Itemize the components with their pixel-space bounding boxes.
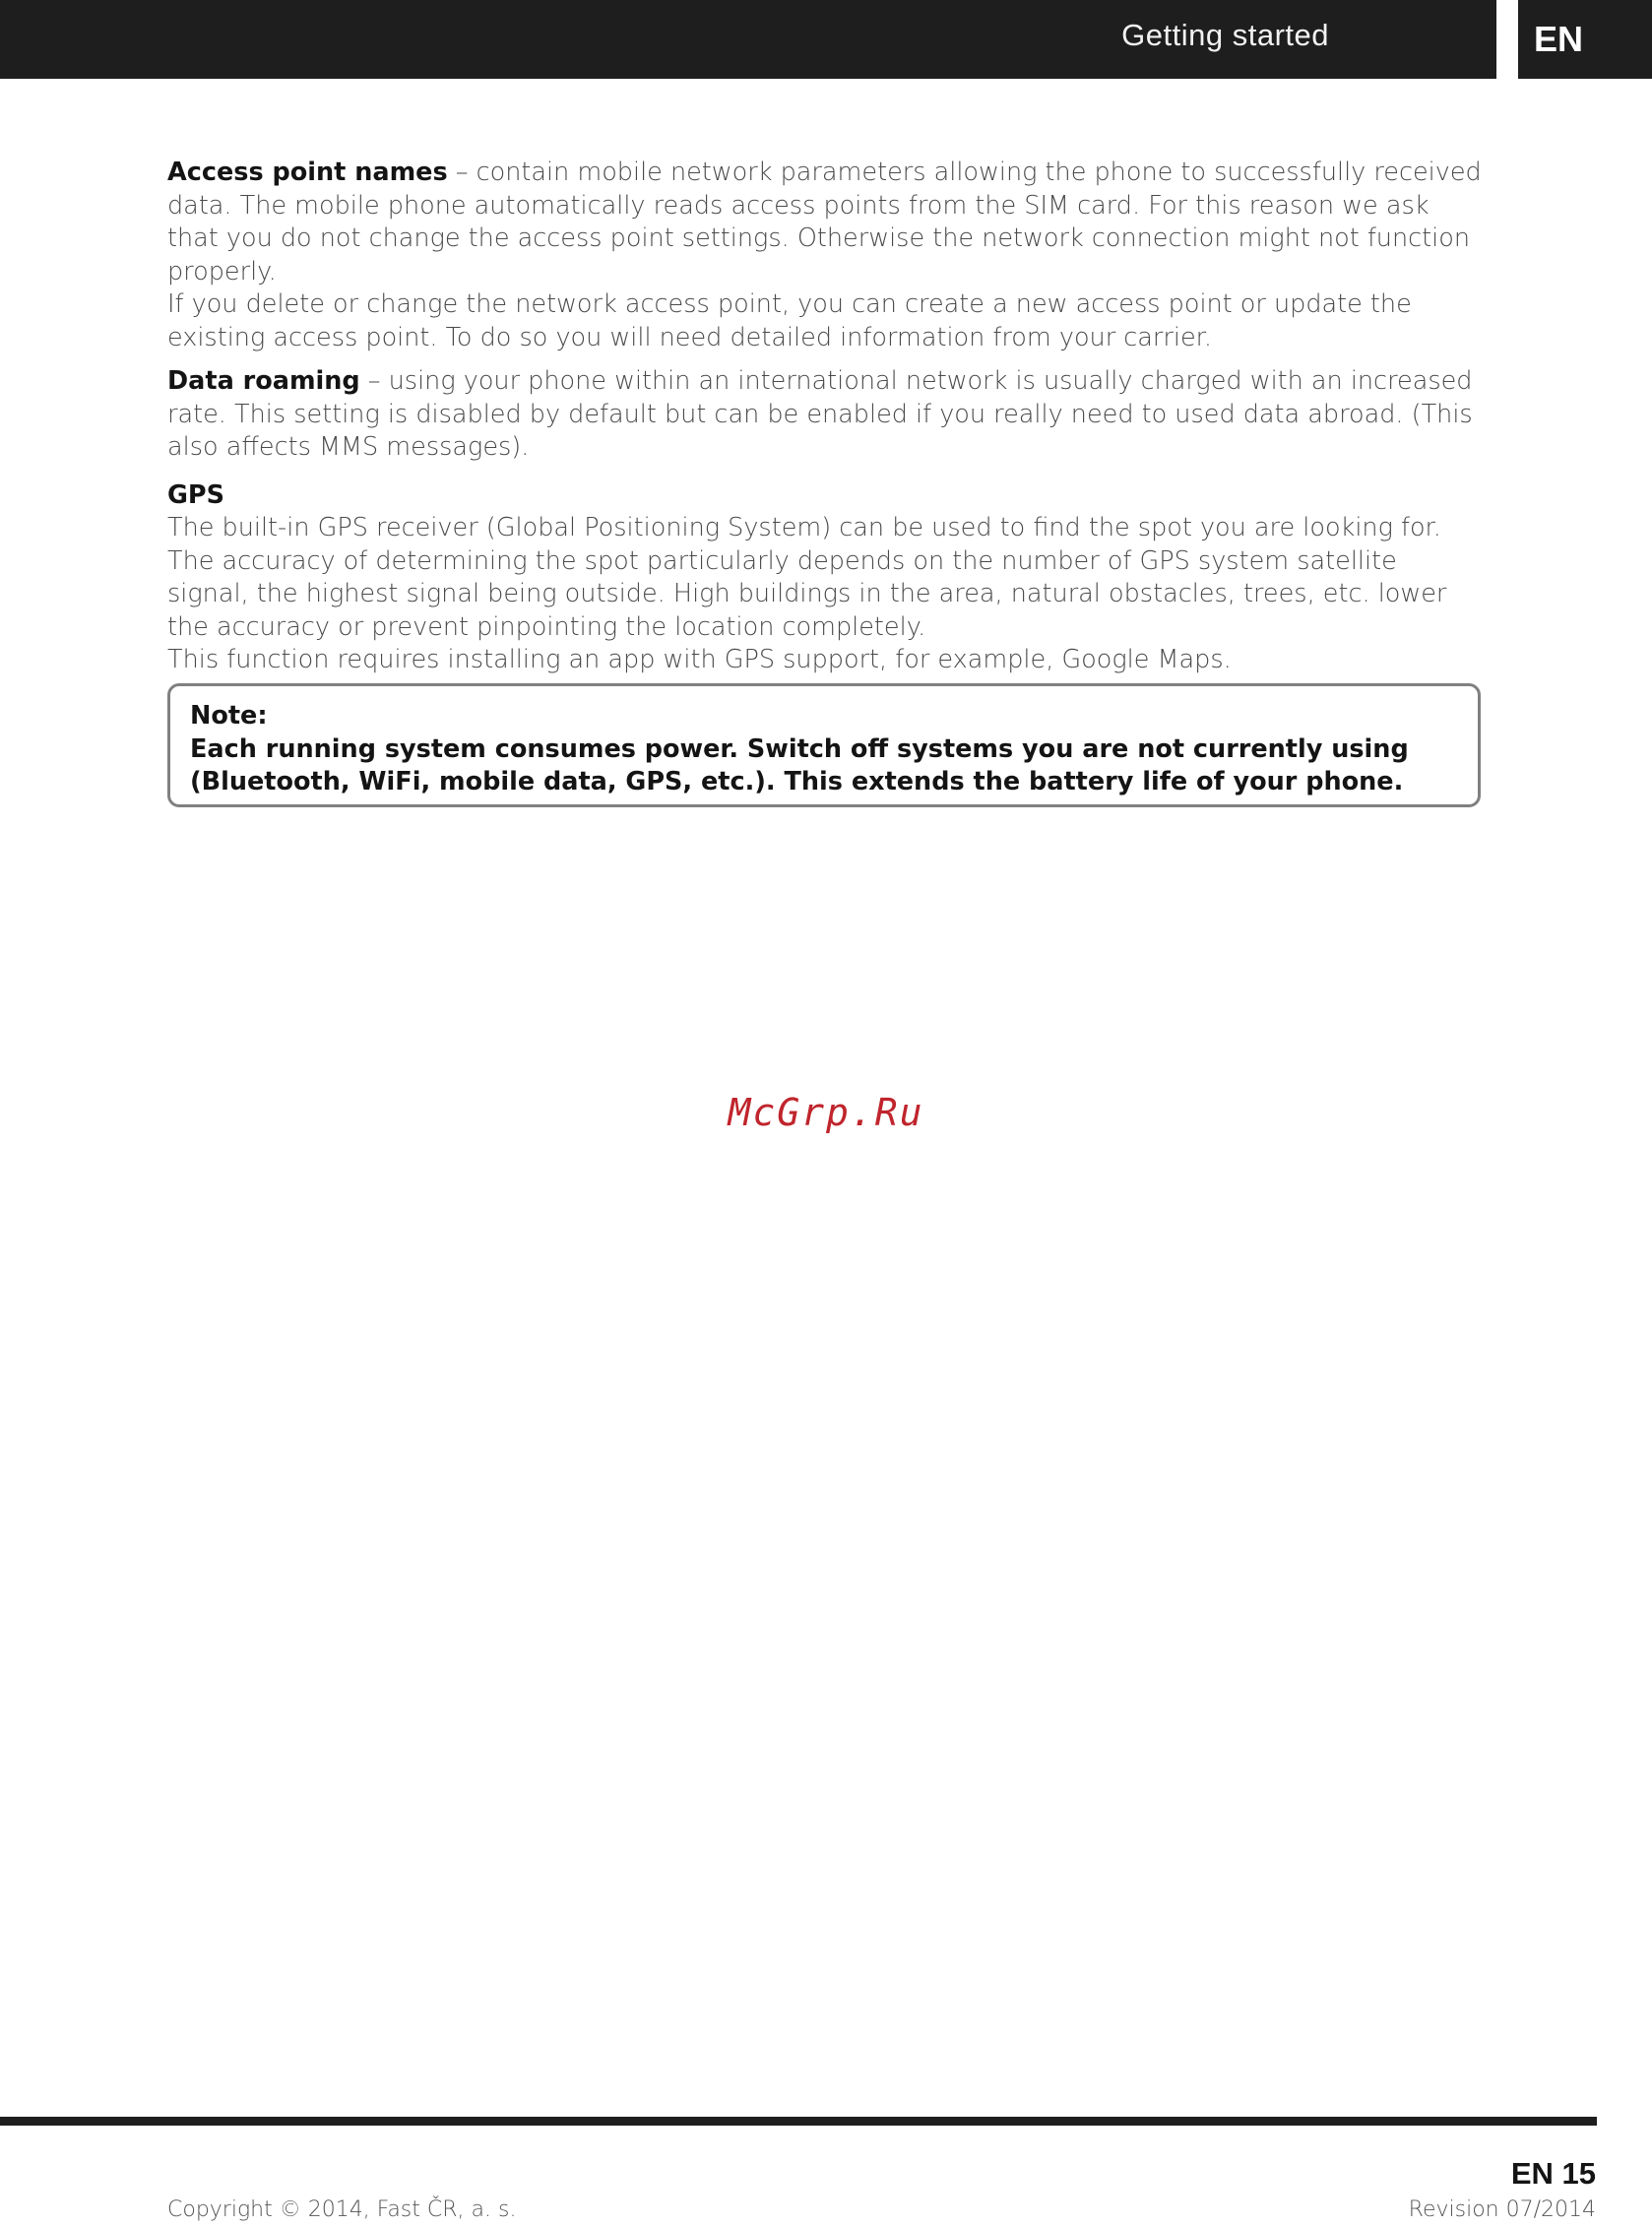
note-title: Note: <box>190 701 268 731</box>
page-number: EN 15 <box>1510 2156 1596 2191</box>
data-roaming-term: Data roaming <box>167 366 360 396</box>
data-roaming-description: – using your phone within an international network is usually charged with an increased rate. This setting is disabled by default but can be enabled if you really need to used data abroad. (This also affects MMS messages). <box>167 366 1473 462</box>
language-badge: EN <box>1518 0 1652 79</box>
data-roaming-paragraph <box>167 365 1485 465</box>
access-point-description: – contain mobile network parameters allowing the phone to successfully received data. The mobile phone automatically reads access points from the SIM card. For this reason we ask that you do not change the access point settings. Otherwise the network connection might not function properly. <box>167 158 1482 286</box>
gps-requirement: This function requires installing an app with GPS support, for example, Google Maps. <box>167 645 1232 674</box>
gps-description: The built-in GPS receiver (Global Positioning System) can be used to find the spot you are looking for. The accuracy of determining the spot particularly depends on the number of GPS system satellite signal, the highest signal being outside. High buildings in the area, natural obstacles, trees, etc. lower the accuracy or prevent pinpointing the location completely. <box>167 513 1447 642</box>
access-point-followup: If you delete or change the network access point, you can create a new access point or update the existing access point. To do so you will need detailed information from your carrier. <box>167 289 1412 352</box>
note-text: Each running system consumes power. Switch off systems you are not currently using (Bluetooth, WiFi, mobile data, GPS, etc.). This extends the battery life of your phone. <box>190 733 1409 796</box>
header-section-title: Getting started <box>1121 18 1329 52</box>
footer-rule <box>0 2117 1597 2126</box>
copyright-text: Copyright © 2014, Fast ČR, a. s. <box>167 2197 517 2222</box>
access-point-term: Access point names <box>167 158 448 187</box>
access-point-paragraph <box>167 157 1485 288</box>
header-bar <box>0 0 1496 79</box>
gps-heading: GPS <box>167 479 224 510</box>
note-box <box>167 683 1481 807</box>
revision-text: Revision 07/2014 <box>1408 2197 1596 2222</box>
watermark-text: McGrp.Ru <box>728 1091 924 1134</box>
main-content <box>167 157 1485 677</box>
